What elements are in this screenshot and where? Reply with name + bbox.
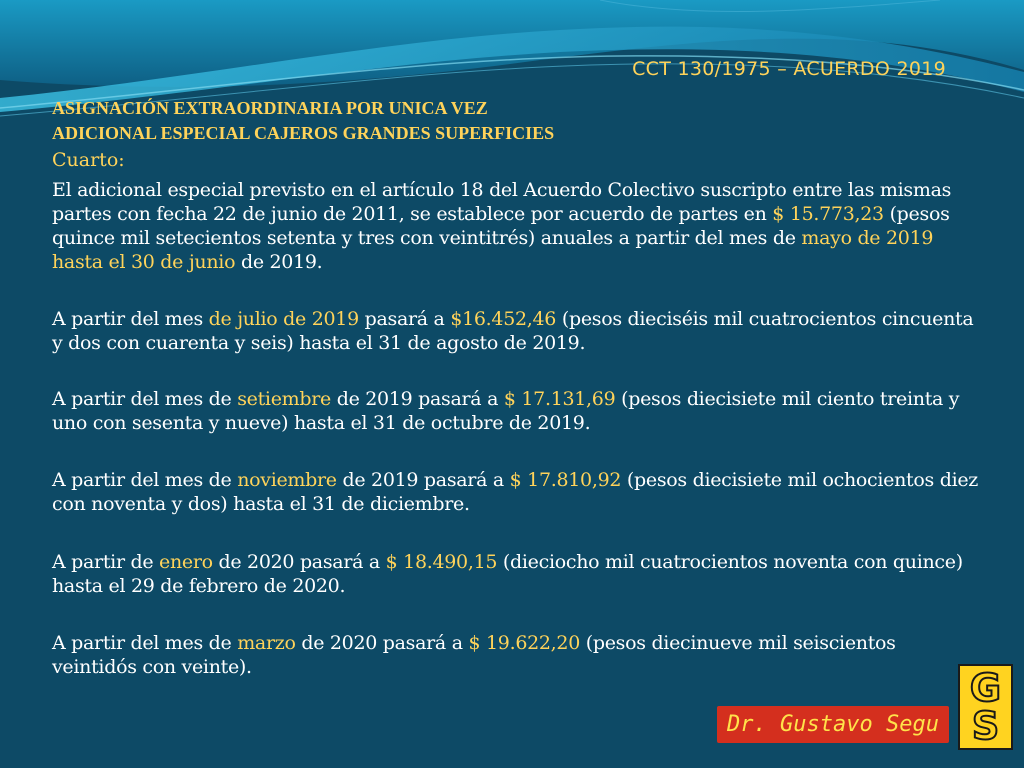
- paragraph-2-text-3: (pesos dieciséis mil cuatrocientos cincuenta y dos con cuarenta y seis) hasta el 31 de agosto de 2019.: [52, 308, 974, 354]
- paragraph-6-period: marzo: [237, 632, 296, 654]
- paragraph-5-text: A partir de: [52, 551, 160, 573]
- paragraph-5-text-3: (dieciocho mil cuatrocientos noventa con quince) hasta el 29 de febrero de 2020.: [52, 551, 963, 597]
- paragraph-2-text: A partir del mes: [52, 308, 209, 330]
- paragraph-6-text-3: (pesos diecinueve mil seiscientos veintidós con veinte).: [52, 632, 896, 678]
- subtitle-adicional: ADICIONAL ESPECIAL CAJEROS GRANDES SUPERFICIES: [52, 123, 555, 143]
- section-label: Cuarto:: [52, 149, 125, 171]
- paragraph-2-period: de julio de 2019: [208, 308, 359, 330]
- paragraph-4-period: noviembre: [237, 469, 337, 491]
- paragraph-3-text: A partir del mes de: [52, 388, 238, 410]
- paragraph-3-text-2: de 2019 pasará a: [330, 388, 504, 410]
- paragraph-1-text-3: de 2019.: [235, 251, 323, 273]
- logo-letter-bottom: S: [971, 704, 1000, 748]
- paragraph-3: [52, 387, 982, 435]
- paragraph-1: [52, 178, 982, 274]
- paragraph-6-amount: $ 19.622,20: [468, 632, 580, 654]
- subtitle-asignacion: ASIGNACIÓN EXTRAORDINARIA POR UNICA VEZ: [52, 98, 488, 118]
- paragraph-4: [52, 468, 982, 516]
- paragraph-1-period: mayo de 2019 hasta el 30 de junio: [52, 227, 934, 273]
- paragraph-5-amount: $ 18.490,15: [385, 551, 498, 573]
- paragraph-5-period: enero: [159, 551, 213, 573]
- author-signature: Dr. Gustavo Segu: [717, 706, 949, 743]
- paragraph-3-amount: $ 17.131,69: [503, 388, 616, 410]
- paragraph-1-text: El adicional especial previsto en el artículo 18 del Acuerdo Colectivo suscripto entre las mismas partes con fecha 22 de junio de 2011, se establece por acuerdo de partes en: [52, 179, 952, 225]
- paragraph-1-text-2: (pesos quince mil setecientos setenta y tres con veintitrés) anuales a partir del mes de: [52, 203, 950, 249]
- logo-letter-top: G: [969, 666, 1002, 710]
- paragraph-6-text-2: de 2020 pasará a: [295, 632, 469, 654]
- paragraph-5: [52, 550, 982, 598]
- gs-logo: [958, 664, 1013, 750]
- paragraph-3-text-3: (pesos diecisiete mil ciento treinta y uno con sesenta y nueve) hasta el 31 de octubre de 2019.: [52, 388, 960, 434]
- paragraph-2: [52, 307, 982, 355]
- paragraph-4-text: A partir del mes de: [52, 469, 238, 491]
- paragraph-4-text-2: de 2019 pasará a: [336, 469, 510, 491]
- paragraph-2-amount: $16.452,46: [450, 308, 557, 330]
- paragraph-5-text-2: de 2020 pasará a: [212, 551, 386, 573]
- paragraph-6-text: A partir del mes de: [52, 632, 238, 654]
- paragraph-1-amount: $ 15.773,23: [772, 203, 884, 225]
- paragraph-2-text-2: pasará a: [358, 308, 451, 330]
- paragraph-6: [52, 631, 982, 679]
- paragraph-4-text-3: (pesos diecisiete mil ochocientos diez con noventa y dos) hasta el 31 de diciembre.: [52, 469, 979, 515]
- paragraph-4-amount: $ 17.810,92: [509, 469, 622, 491]
- paragraph-3-period: setiembre: [237, 388, 331, 410]
- slide-header-title: CCT 130/1975 – ACUERDO 2019: [632, 58, 946, 80]
